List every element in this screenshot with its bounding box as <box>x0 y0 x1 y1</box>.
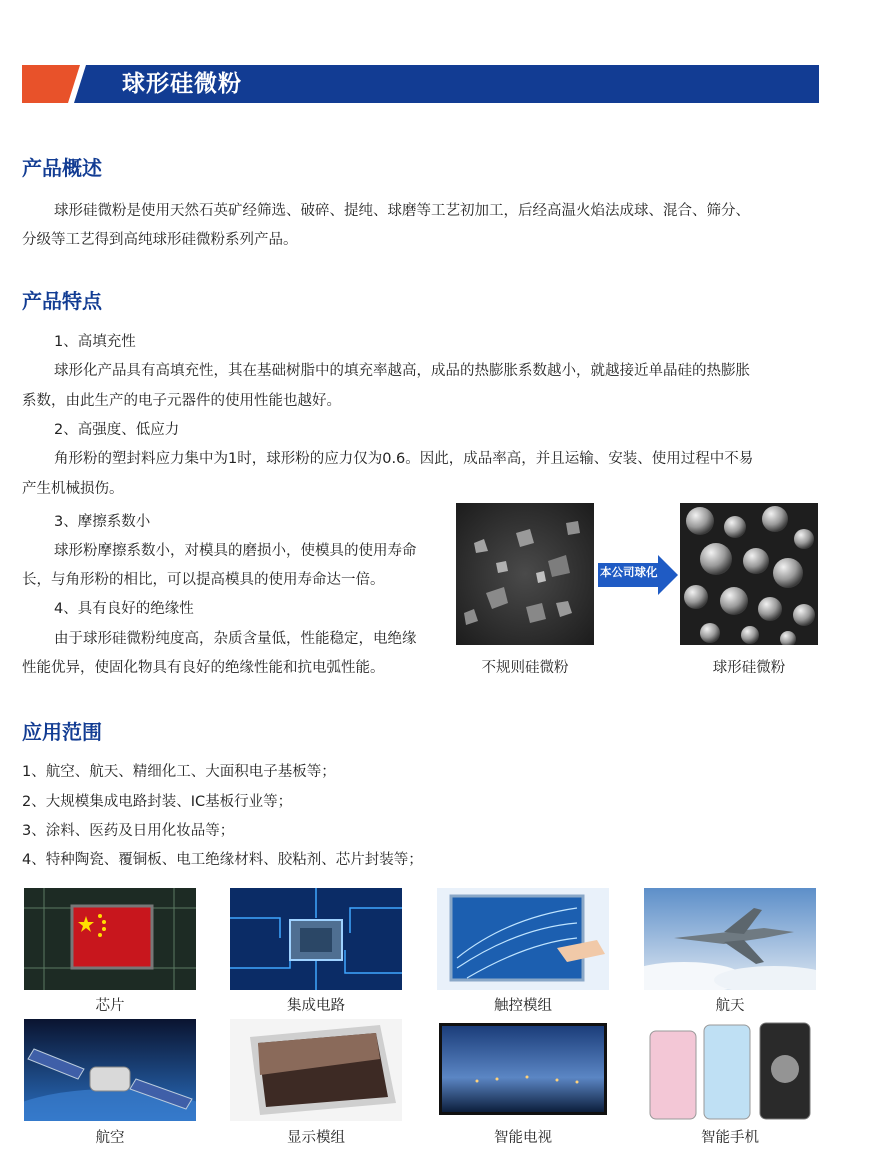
arrow-label: 本公司球化 <box>600 565 658 579</box>
circuit-image <box>230 888 402 990</box>
feature-1-title: 1、高填充性 <box>54 334 136 350</box>
feature-4-line-2: 性能优异，使固化物具有良好的绝缘性能和抗电弧性能。 <box>22 660 385 676</box>
spherical-powder-graphic <box>680 503 818 645</box>
satellite-image <box>24 1019 196 1121</box>
feature-3-line-1: 球形粉摩擦系数小，对模具的磨损小，使模具的使用寿命 <box>54 543 417 559</box>
application-item: 1、航空、航天、精细化工、大面积电子基板等； <box>22 764 336 780</box>
application-item: 3、涂料、医药及日用化妆品等； <box>22 823 235 839</box>
feature-2-line-2: 产生机械损伤。 <box>22 481 124 497</box>
feature-2-line-1: 角形粉的塑封料应力集中为1时，球形粉的应力仅为0.6。因此，成品率高，并且运输、安装、使用过程中不易 <box>54 451 754 467</box>
gallery-caption: 智能手机 <box>701 1130 759 1146</box>
feature-2-title: 2、高强度、低应力 <box>54 422 180 438</box>
irregular-powder-image <box>456 503 594 645</box>
chip-image <box>24 888 196 990</box>
gallery-caption: 智能电视 <box>494 1130 552 1146</box>
feature-1-line-1: 球形化产品具有高填充性，其在基础树脂中的填充率越高，成品的热膨胀系数越小，就越接近单晶硅的热膨胀 <box>54 363 750 379</box>
feature-4-line-1: 由于球形硅微粉纯度高，杂质含量低，性能稳定，电绝缘 <box>54 631 417 647</box>
application-item: 4、特种陶瓷、覆铜板、电工绝缘材料、胶粘剂、芯片封装等； <box>22 852 423 868</box>
feature-4-title: 4、具有良好的绝缘性 <box>54 601 194 617</box>
application-item: 2、大规模集成电路封装、IC基板行业等； <box>22 794 293 810</box>
tv-image <box>437 1019 609 1121</box>
touch-image <box>437 888 609 990</box>
gallery-caption: 航天 <box>715 998 745 1014</box>
gallery-caption: 航空 <box>95 1130 125 1146</box>
gallery-caption: 触控模组 <box>494 998 552 1014</box>
applications-heading: 应用范围 <box>22 720 102 744</box>
feature-3-line-2: 长，与角形粉的相比，可以提高模具的使用寿命达一倍。 <box>22 572 385 588</box>
irregular-powder-caption: 不规则硅微粉 <box>481 660 569 676</box>
gallery-caption: 显示模组 <box>287 1130 345 1146</box>
gallery-caption: 集成电路 <box>287 998 345 1014</box>
overview-line-2: 分级等工艺得到高纯球形硅微粉系列产品。 <box>22 232 298 248</box>
banner-title: 球形硅微粉 <box>122 71 242 97</box>
spherical-powder-caption: 球形硅微粉 <box>712 660 786 676</box>
overview-line-1: 球形硅微粉是使用天然石英矿经筛选、破碎、提纯、球磨等工艺初加工，后经高温火焰法成球、混合、筛分、 <box>54 203 750 219</box>
jet-image <box>644 888 816 990</box>
irregular-powder-graphic <box>456 503 594 645</box>
gallery-caption: 芯片 <box>95 998 125 1014</box>
feature-3-title: 3、摩擦系数小 <box>54 514 151 530</box>
phone-image <box>644 1019 816 1121</box>
overview-heading: 产品概述 <box>22 156 102 180</box>
features-heading: 产品特点 <box>22 289 102 313</box>
spherical-powder-image <box>680 503 818 645</box>
feature-1-line-2: 系数，由此生产的电子元器件的使用性能也越好。 <box>22 393 341 409</box>
display-image <box>230 1019 402 1121</box>
title-banner <box>22 65 819 103</box>
